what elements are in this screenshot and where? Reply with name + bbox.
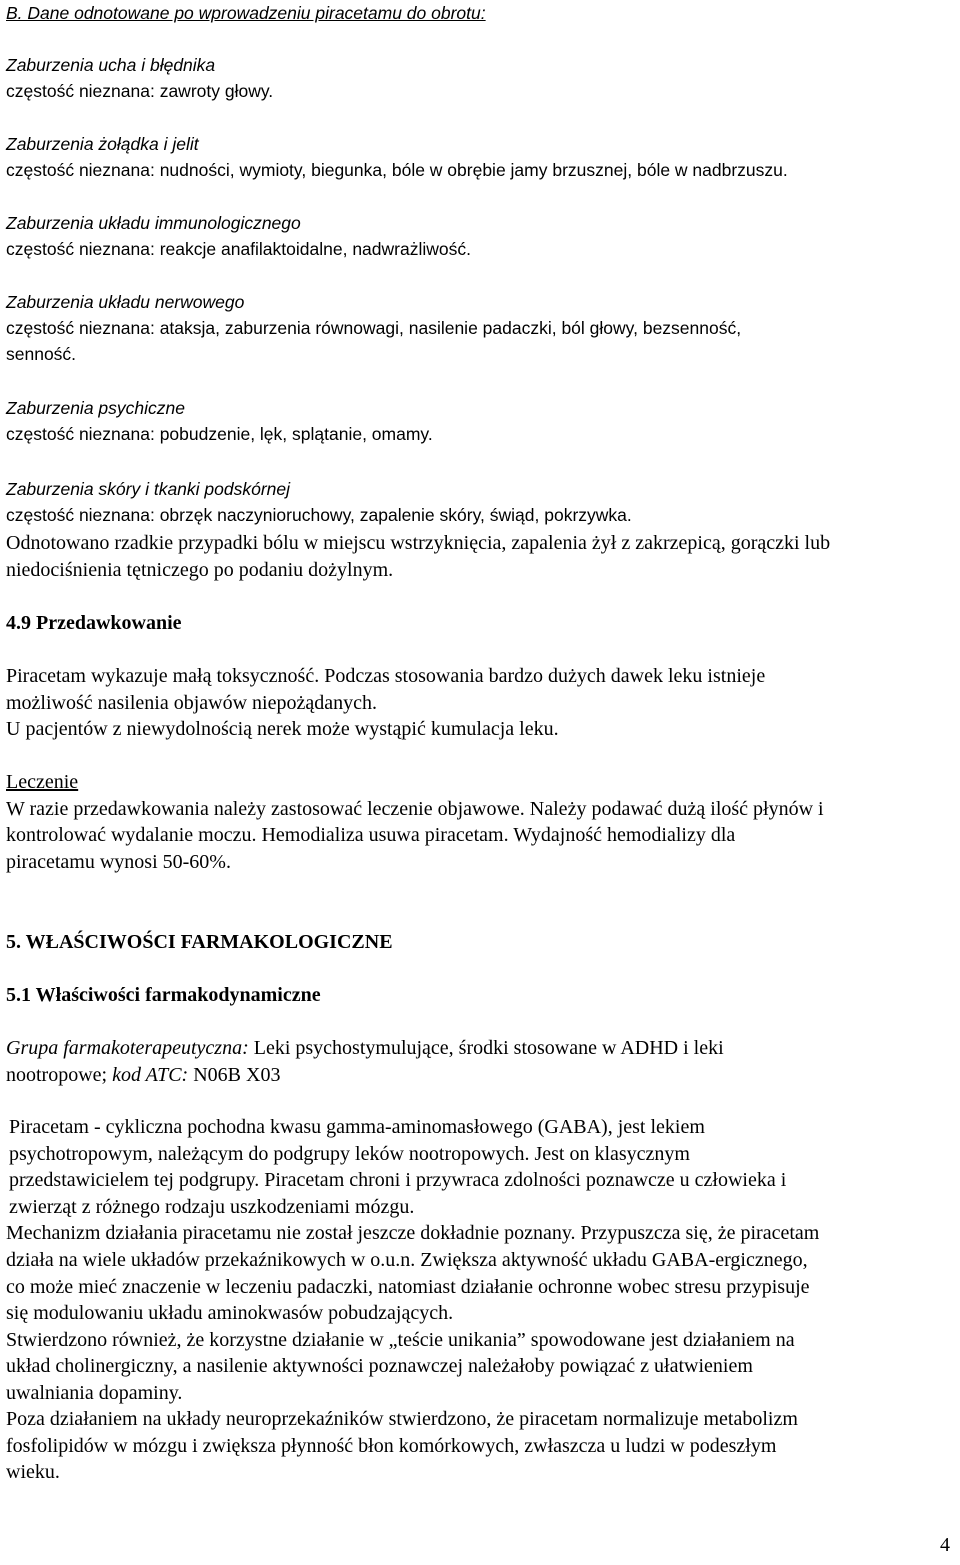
description-line: zwierząt z różnego rodzaju uszkodzeniami mózgu. (9, 1196, 415, 1218)
mechanism-line: się modulowaniu układu aminokwasów pobudzających. (6, 1302, 454, 1324)
gastro-disorders-text: częstość nieznana: nudności, wymioty, biegunka, bóle w obrębie jamy brzusznej, bóle w nadbrzuszu. (6, 160, 788, 180)
page-number: 4 (940, 1534, 950, 1556)
pharmacotherapeutic-group-line2 (6, 1062, 280, 1088)
pharmacotherapeutic-group-line1 (6, 1035, 724, 1061)
description-line: psychotropowym, należącym do podgrupy leków nootropowych. Jest on klasycznym (9, 1143, 690, 1165)
immune-disorders-text: częstość nieznana: reakcje anafilaktoidalne, nadwrażliwość. (6, 239, 471, 259)
cholinergic-line: uwalniania dopaminy. (6, 1382, 183, 1404)
treatment-title: Leczenie (6, 771, 79, 793)
psych-disorders-title: Zaburzenia psychiczne (6, 398, 185, 418)
metabolism-line: wieku. (6, 1461, 60, 1483)
overdose-text-line3: U pacjentów z niewydolnością nerek może wystąpić kumulacja leku. (6, 718, 559, 740)
nervous-disorders-title: Zaburzenia układu nerwowego (6, 292, 245, 312)
gastro-disorders-title: Zaburzenia żołądka i jelit (6, 134, 199, 154)
mechanism-line: Mechanizm działania piracetamu nie został jeszcze dokładnie poznany. Przypuszcza się, że piracetam (6, 1222, 820, 1244)
metabolism-line: Poza działaniem na układy neuroprzekaźników stwierdzono, że piracetam normalizuje metabolizm (6, 1408, 798, 1430)
group-label: Grupa farmakoterapeutyczna: (6, 1037, 249, 1059)
nervous-disorders-text-line1: częstość nieznana: ataksja, zaburzenia równowagi, nasilenie padaczki, ból głowy, bezsenność, (6, 318, 742, 338)
ear-disorders-text: częstość nieznana: zawroty głowy. (6, 81, 274, 101)
immune-disorders-title: Zaburzenia układu immunologicznego (6, 213, 301, 233)
nervous-disorders-text-line2: senność. (6, 344, 77, 364)
group-value: Leki psychostymulujące, środki stosowane w ADHD i leki (248, 1037, 724, 1059)
skin-disorders-text-line2: Odnotowano rzadkie przypadki bólu w miejscu wstrzyknięcia, zapalenia żył z zakrzepicą, gorączki lub (6, 532, 831, 554)
treatment-text-line3: piracetamu wynosi 50-60%. (6, 851, 231, 873)
description-line: Piracetam - cykliczna pochodna kwasu gamma-aminomasłowego (GABA), jest lekiem (9, 1116, 705, 1138)
skin-disorders-text-line3: niedociśnienia tętniczego po podaniu dożylnym. (6, 559, 394, 581)
overdose-heading: 4.9 Przedawkowanie (6, 612, 182, 634)
description-line: przedstawicielem tej podgrupy. Piracetam chroni i przywraca zdolności poznawcze u człowieka i (9, 1169, 787, 1191)
metabolism-line: fosfolipidów w mózgu i zwiększa płynność błon komórkowych, zwłaszcza u ludzi w podeszłym (6, 1435, 777, 1457)
atc-code-label: kod ATC: (112, 1064, 189, 1086)
overdose-text-line2: możliwość nasilenia objawów niepożądanych. (6, 692, 377, 714)
group-value-cont: nootropowe; (6, 1064, 113, 1086)
cholinergic-line: układ cholinergiczny, a nasilenie aktywności poznawczej należałoby powiązać z ułatwieniem (6, 1355, 753, 1377)
skin-disorders-title: Zaburzenia skóry i tkanki podskórnej (6, 479, 291, 499)
treatment-text-line1: W razie przedawkowania należy zastosować leczenie objawowe. Należy podawać dużą ilość płynów i (6, 798, 824, 820)
skin-disorders-text-line1: częstość nieznana: obrzęk naczynioruchowy, zapalenie skóry, świąd, pokrzywka. (6, 505, 632, 525)
mechanism-line: działa na wiele układów przekaźnikowych w o.u.n. Zwiększa aktywność układu GABA-ergicznego, (6, 1249, 808, 1271)
section5-heading: 5. WŁAŚCIWOŚCI FARMAKOLOGICZNE (6, 931, 393, 953)
overdose-text-line1: Piracetam wykazuje małą toksyczność. Podczas stosowania bardzo dużych dawek leku istnieje (6, 665, 766, 687)
treatment-text-line2: kontrolować wydalanie moczu. Hemodializa usuwa piracetam. Wydajność hemodializy dla (6, 824, 736, 846)
cholinergic-line: Stwierdzono również, że korzystne działanie w „teście unikania” spowodowane jest działaniem na (6, 1329, 795, 1351)
ear-disorders-title: Zaburzenia ucha i błędnika (6, 55, 216, 75)
atc-code-value: N06B X03 (188, 1064, 281, 1086)
section-b-heading: B. Dane odnotowane po wprowadzeniu piracetamu do obrotu: (6, 3, 486, 23)
mechanism-line: co może mieć znaczenie w leczeniu padaczki, natomiast działanie ochronne wobec stresu przypisuje (6, 1276, 810, 1298)
section5-1-heading: 5.1 Właściwości farmakodynamiczne (6, 984, 321, 1006)
psych-disorders-text: częstość nieznana: pobudzenie, lęk, splątanie, omamy. (6, 424, 433, 444)
